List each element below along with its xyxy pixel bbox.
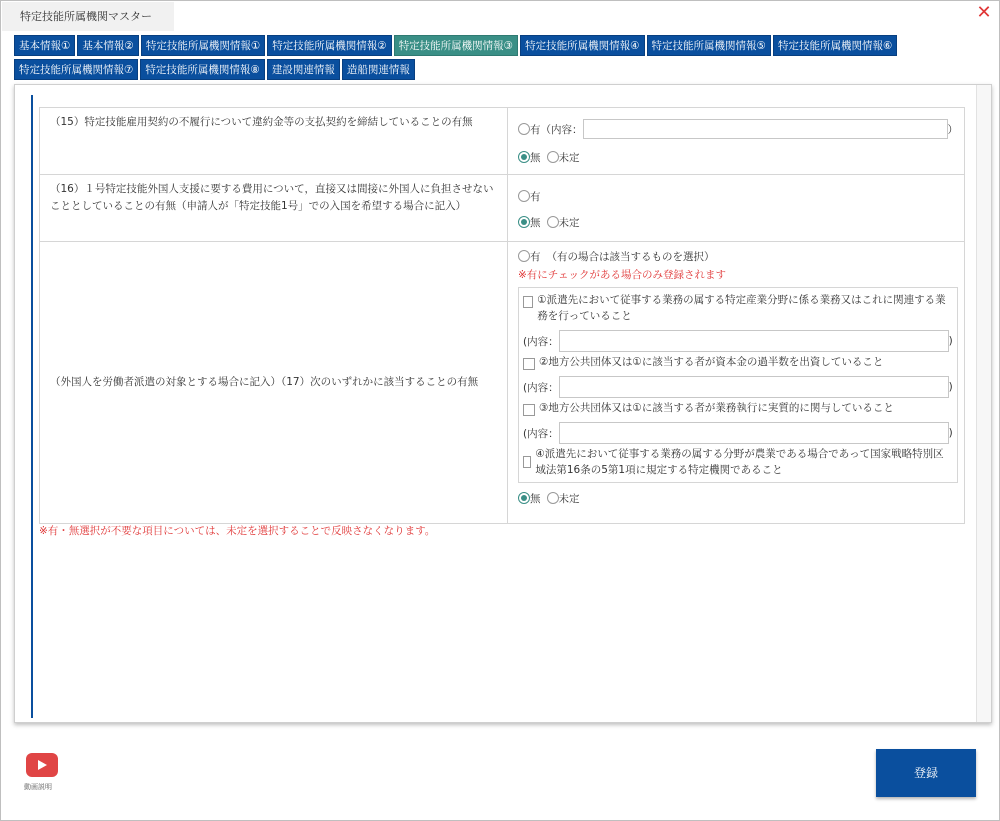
q16-yes-radio[interactable] — [518, 190, 530, 202]
q17-answer — [508, 242, 965, 524]
q17-option-3-label: ③地方公共団体又は①に該当する者が業務執行に実質的に関与していること — [539, 402, 894, 414]
q15-undecided-radio[interactable] — [547, 151, 559, 163]
tab-10[interactable]: 特定技能所属機関情報⑧ — [140, 59, 264, 80]
q17-content-1-input[interactable] — [559, 330, 949, 352]
q17-question-cell — [40, 242, 508, 524]
row-q16 — [40, 175, 965, 242]
panel-accent-line — [31, 95, 33, 718]
youtube-play-icon[interactable] — [26, 753, 58, 777]
scrollbar[interactable] — [976, 85, 991, 722]
q15-answer — [508, 108, 965, 175]
q17-undecided-radio[interactable] — [547, 492, 559, 504]
q15-no-radio[interactable] — [518, 151, 530, 163]
q17-option-3 — [523, 400, 953, 416]
tab-3[interactable]: 特定技能所属機関情報① — [141, 35, 265, 56]
tab-7[interactable]: 特定技能所属機関情報⑤ — [647, 35, 771, 56]
video-label: 動画説明 — [24, 783, 52, 791]
q15-content-open: （内容： — [540, 123, 583, 136]
q17-yes-hint: （有の場合は該当するものを選択） — [546, 250, 715, 263]
q15-question: （15）特定技能雇用契約の不履行について違約金等の支払契約を締結していることの有無 — [40, 108, 508, 175]
tab-12[interactable]: 造船関連情報 — [342, 59, 415, 80]
q16-undecided-label: 未定 — [558, 216, 580, 229]
q16-undecided-radio[interactable] — [547, 216, 559, 228]
q17-option-4-label: ④派遣先において従事する業務の属する分野が農業である場合であって国家戦略特別区域法第16条の5第1項に規定する特定機関であること — [535, 448, 944, 476]
row-q17 — [40, 242, 965, 524]
q17-content-2-close: ) — [948, 381, 953, 393]
q17-content-3-input[interactable] — [559, 422, 949, 444]
q17-warning: ※有にチェックがある場合のみ登録されます — [518, 269, 726, 281]
tab-11[interactable]: 建設関連情報 — [267, 59, 340, 80]
q17-content-2-input[interactable] — [559, 376, 949, 398]
q17-yes-label: 有 — [530, 250, 541, 263]
q17-question: （外国人を労働者派遣の対象とする場合に記入）（17）次のいずれかに該当することの有無 — [50, 376, 479, 388]
q16-no-radio[interactable] — [518, 216, 530, 228]
q17-content-3-open: (内容： — [523, 427, 559, 440]
tab-5[interactable]: 特定技能所属機関情報③ — [394, 35, 518, 56]
q17-option-3-checkbox[interactable] — [523, 404, 535, 416]
q17-option-1 — [523, 292, 953, 324]
q17-option-1-label: ①派遣先において従事する業務の属する特定産業分野に係る業務又はこれに関連する業務を行っていること — [537, 294, 946, 322]
q17-content-3-close: ) — [948, 427, 953, 439]
tab-6[interactable]: 特定技能所属機関情報④ — [520, 35, 644, 56]
q17-content-2-open: (内容： — [523, 381, 559, 394]
tab-8[interactable]: 特定技能所属機関情報⑥ — [773, 35, 897, 56]
q15-no-label: 無 — [530, 151, 541, 164]
tab-9[interactable]: 特定技能所属機関情報⑦ — [14, 59, 138, 80]
q17-options-box — [518, 287, 958, 483]
tab-4[interactable]: 特定技能所属機関情報② — [267, 35, 391, 56]
q17-no-label: 無 — [530, 492, 541, 505]
q17-undecided-label: 未定 — [558, 492, 580, 505]
tab-row-1 — [14, 35, 934, 57]
q15-yes-radio[interactable] — [518, 123, 530, 135]
q17-option-1-checkbox[interactable] — [523, 296, 533, 308]
q17-yes-radio[interactable] — [518, 250, 530, 262]
form-table — [39, 107, 965, 524]
q17-content-1-open: (内容： — [523, 335, 559, 348]
tab-1[interactable]: 基本情報① — [14, 35, 75, 56]
q17-option-4 — [523, 446, 953, 480]
q17-option-2-checkbox[interactable] — [523, 358, 535, 370]
q16-answer — [508, 175, 965, 242]
footer-note: ※有・無選択が不要な項目については、未定を選択することで反映さなくなります。 — [39, 525, 436, 537]
register-button[interactable]: 登録 — [876, 749, 976, 797]
close-icon[interactable]: ✕ — [976, 2, 992, 23]
tab-bar — [14, 35, 934, 83]
q17-content-1-close: ) — [948, 335, 953, 347]
form-panel — [14, 84, 992, 723]
q16-yes-label: 有 — [530, 190, 541, 203]
q16-no-label: 無 — [530, 216, 541, 229]
q17-option-2 — [523, 354, 953, 370]
q15-yes-label: 有 — [530, 123, 541, 136]
q16-question: （16）１号特定技能外国人支援に要する費用について，直接又は間接に外国人に負担させないこととしていることの有無（申請人が「特定技能1号」での入国を希望する場合に記入） — [40, 175, 508, 242]
q15-content-close: ） — [947, 123, 958, 136]
q15-undecided-label: 未定 — [558, 151, 580, 164]
tab-row-2 — [14, 59, 934, 81]
q15-content-input[interactable] — [583, 119, 948, 139]
q17-no-radio[interactable] — [518, 492, 530, 504]
q17-option-2-label: ②地方公共団体又は①に該当する者が資本金の過半数を出資していること — [539, 356, 884, 368]
q17-option-4-checkbox[interactable] — [523, 456, 531, 468]
tab-2[interactable]: 基本情報② — [77, 35, 138, 56]
row-q15 — [40, 108, 965, 175]
window-title: 特定技能所属機関マスター — [2, 2, 174, 31]
